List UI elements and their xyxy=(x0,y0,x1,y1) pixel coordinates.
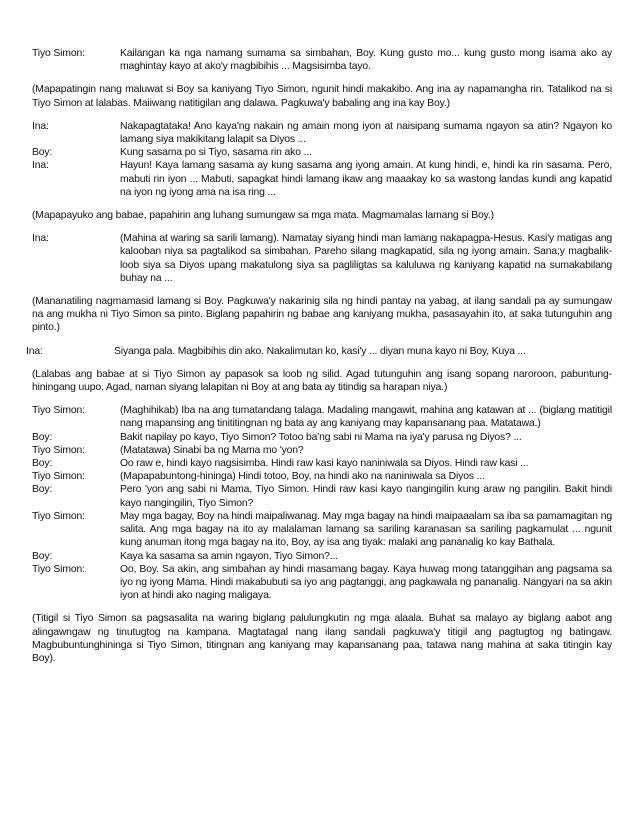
dialogue-text: Kaya ka sasama sa amin ngayon, Tiyo Simon?... xyxy=(120,550,338,562)
dialogue-line xyxy=(32,510,612,550)
dialogue-line xyxy=(32,404,612,430)
dialogue-line xyxy=(26,345,612,358)
dialogue-text: Nakapagtataka! Ano kaya'ng nakain ng amain mong iyon at naisipang sumama ngayon sa atin? Ngayon ko lamang siya makikitang lalapit sa Diyos ... xyxy=(120,120,612,146)
stage-direction: (Mananatiling nagmamasid lamang si Boy. Pagkuwa'y nakarinig sila ng hindi pantay na yabag, at ilang sandali pa ay sumungaw na ang mukha ni Tiyo Simon sa pinto. Biglang papahirin ng babae ang kaniyang mukha, pasasayahin ito, at saka tutunguhin ang pinto.) xyxy=(32,296,612,334)
dialogue-block xyxy=(32,404,612,602)
dialogue-text: Kailangan ka nga namang sumama sa simbahan, Boy. Kung gusto mo... kung gusto mong isama ako ay maghintay kayo at ako'y magbibihis ... Magsisimba tayo. xyxy=(120,48,612,73)
speaker-name: Ina: xyxy=(32,233,49,245)
dialogue-text: Pero 'yon ang sabi ni Mama, Tiyo Simon. Hindi raw kasi kayo nangingilin kung araw ng pangilin. Bakit hindi kayo nangingilin, Tiyo Simon? xyxy=(120,484,612,509)
dialogue-line xyxy=(32,457,612,470)
dialogue-line xyxy=(32,232,612,285)
stage-direction: (Mapapayuko ang babae, papahirin ang luhang sumungaw sa mga mata. Magmamalas lamang si Boy.) xyxy=(32,210,494,222)
dialogue-block xyxy=(32,47,612,73)
speaker-name: Boy: xyxy=(32,484,53,496)
stage-direction: (Titigil si Tiyo Simon sa pagsasalita na waring biglang palulungkutin ng mga alaala. Buhat sa malayo ay biglang aabot ang alingawngaw ng tinutugtog na kampana. Magtatagal nang ilang sandali pagkuwa'y titigil ang pagtugtog ng batingaw. Magbubuntunghininga si Tiyo Simon, titingnan ang kaniyang may kapansanang paa, tatawa nang mahina at saka titingin kay Boy). xyxy=(32,613,612,664)
speaker-name: Boy: xyxy=(32,550,53,562)
speaker-name: Boy: xyxy=(32,431,53,443)
stage-direction: (Lalabas ang babae at si Tiyo Simon ay papasok sa loob ng silid. Agad tutunguhin ang isang sopang naroroon, pabuntung-hiningang uupo. Agad, naman siyang lalapitan ni Boy at ang bata ay titindig sa harapan niya.) xyxy=(32,368,612,394)
speaker-name: Boy: xyxy=(32,458,53,470)
dialogue-text: (Matatawa) Sinabi ba ng Mama mo 'yon? xyxy=(120,444,304,456)
speaker-name: Ina: xyxy=(26,345,43,357)
dialogue-block xyxy=(32,232,612,285)
speaker-name: Tiyo Simon: xyxy=(32,510,85,522)
dialogue-text: (Mapapabuntong-hininga) Hindi totoo, Boy, na hindi ako na naniniwala sa Diyos ... xyxy=(120,471,485,483)
dialogue-line xyxy=(32,47,612,73)
dialogue-text: Oo raw e, hindi kayo nagsisimba. Hindi raw kasi kayo naniniwala sa Diyos. Hindi raw kasi ... xyxy=(120,458,529,470)
dialogue-line xyxy=(32,444,612,457)
dialogue-line xyxy=(32,483,612,509)
speaker-name: Tiyo Simon: xyxy=(32,563,85,575)
dialogue-line xyxy=(32,470,612,483)
dialogue-line xyxy=(32,431,612,444)
speaker-name: Tiyo Simon: xyxy=(32,471,85,483)
speaker-name: Ina: xyxy=(32,120,49,132)
speaker-name: Tiyo Simon: xyxy=(32,405,85,417)
dialogue-text: May mga bagay, Boy na hindi maipaliwanag. May mga bagay na hindi maipaaalam sa iba sa pamamagitan ng salita. Ang mga bagay na ito ay malalaman lamang sa sariling karanasan sa sariling pagkamulat ... ngunit kung anuman itong mga bagay na ito, Boy, ay isa ang tiyak: malaki ang pananalig ko kay Bathala. xyxy=(120,510,612,549)
dialogue-text: Hayun! Kaya lamang sasama ay kung sasama ang iyong amain. At kung hindi, e, hindi ka rin sasama. Pero, mabuti rin iyon ... Mabuti, sapagkat hindi lamang ikaw ang maaakay ko sa wastong landas kundi ang kapatid na iyon ng iyong ama na isa ring ... xyxy=(120,160,612,198)
dialogue-text: Siyanga pala. Magbibihis din ako. Nakalimutan ko, kasi'y ... diyan muna kayo ni Boy, Kuya ... xyxy=(114,345,526,357)
dialogue-line xyxy=(32,146,612,159)
dialogue-text: (Mahina at waring sa sarili lamang). Namatay siyang hindi man lamang nakapagpa-Hesus. Kasi'y matigas ang kalooban niya sa pagtalikod sa simbahan. Pareho silang magkapatid, sila ng iyong amain. Sana;y magbalik-loob siya sa Diyos upang makatulong siya sa pagliligtas sa kaluluwa ng kaniyang kapatid na sumakabilang buhay na ... xyxy=(120,233,612,284)
dialogue-block xyxy=(32,120,612,199)
dialogue-text: (Maghihikab) Iba na ang tumatandang talaga. Madaling mangawit, mahina ang katawan at ... (biglang matitigil nang mapansing ang tinititingnan ng bata ay ang kaniyang may kapansanang paa. Matatawa.) xyxy=(120,405,612,430)
dialogue-block xyxy=(26,345,612,358)
speaker-name: Tiyo Simon: xyxy=(32,48,85,59)
stage-direction: (Mapapatingin nang maluwat si Boy sa kaniyang Tiyo Simon, ngunit hindi makakibo. Ang ina ay napamangha rin. Tatalikod na si Tiyo Simon at lalabas. Maiiwang natitigilan ang dalawa. Pagkuwa'y babaling ang ina kay Boy.) xyxy=(32,84,612,109)
speaker-name: Boy: xyxy=(32,147,53,159)
speaker-name: Tiyo Simon: xyxy=(32,444,85,456)
dialogue-text: Kung sasama po si Tiyo, sasama rin ako ... xyxy=(120,147,312,159)
dialogue-line xyxy=(32,563,612,603)
dialogue-line xyxy=(32,159,612,199)
dialogue-line xyxy=(32,120,612,146)
dialogue-line xyxy=(32,550,612,563)
speaker-name: Ina: xyxy=(32,160,49,172)
dialogue-text: Oo, Boy. Sa akin, ang simbahan ay hindi masamang bagay. Kaya huwag mong tatanggihan ang pagsama sa iyo ng iyong Mama. Hindi makabubuti sa iyo ang pagtanggi, ang pagkawala ng pananalig. Nangyari na sa akin iyon at hindi ako naging maligaya. xyxy=(120,563,612,602)
dialogue-text: Bakit napilay po kayo, Tiyo Simon? Totoo ba'ng sabi ni Mama na iya'y parusa ng Diyos? ... xyxy=(120,431,522,443)
